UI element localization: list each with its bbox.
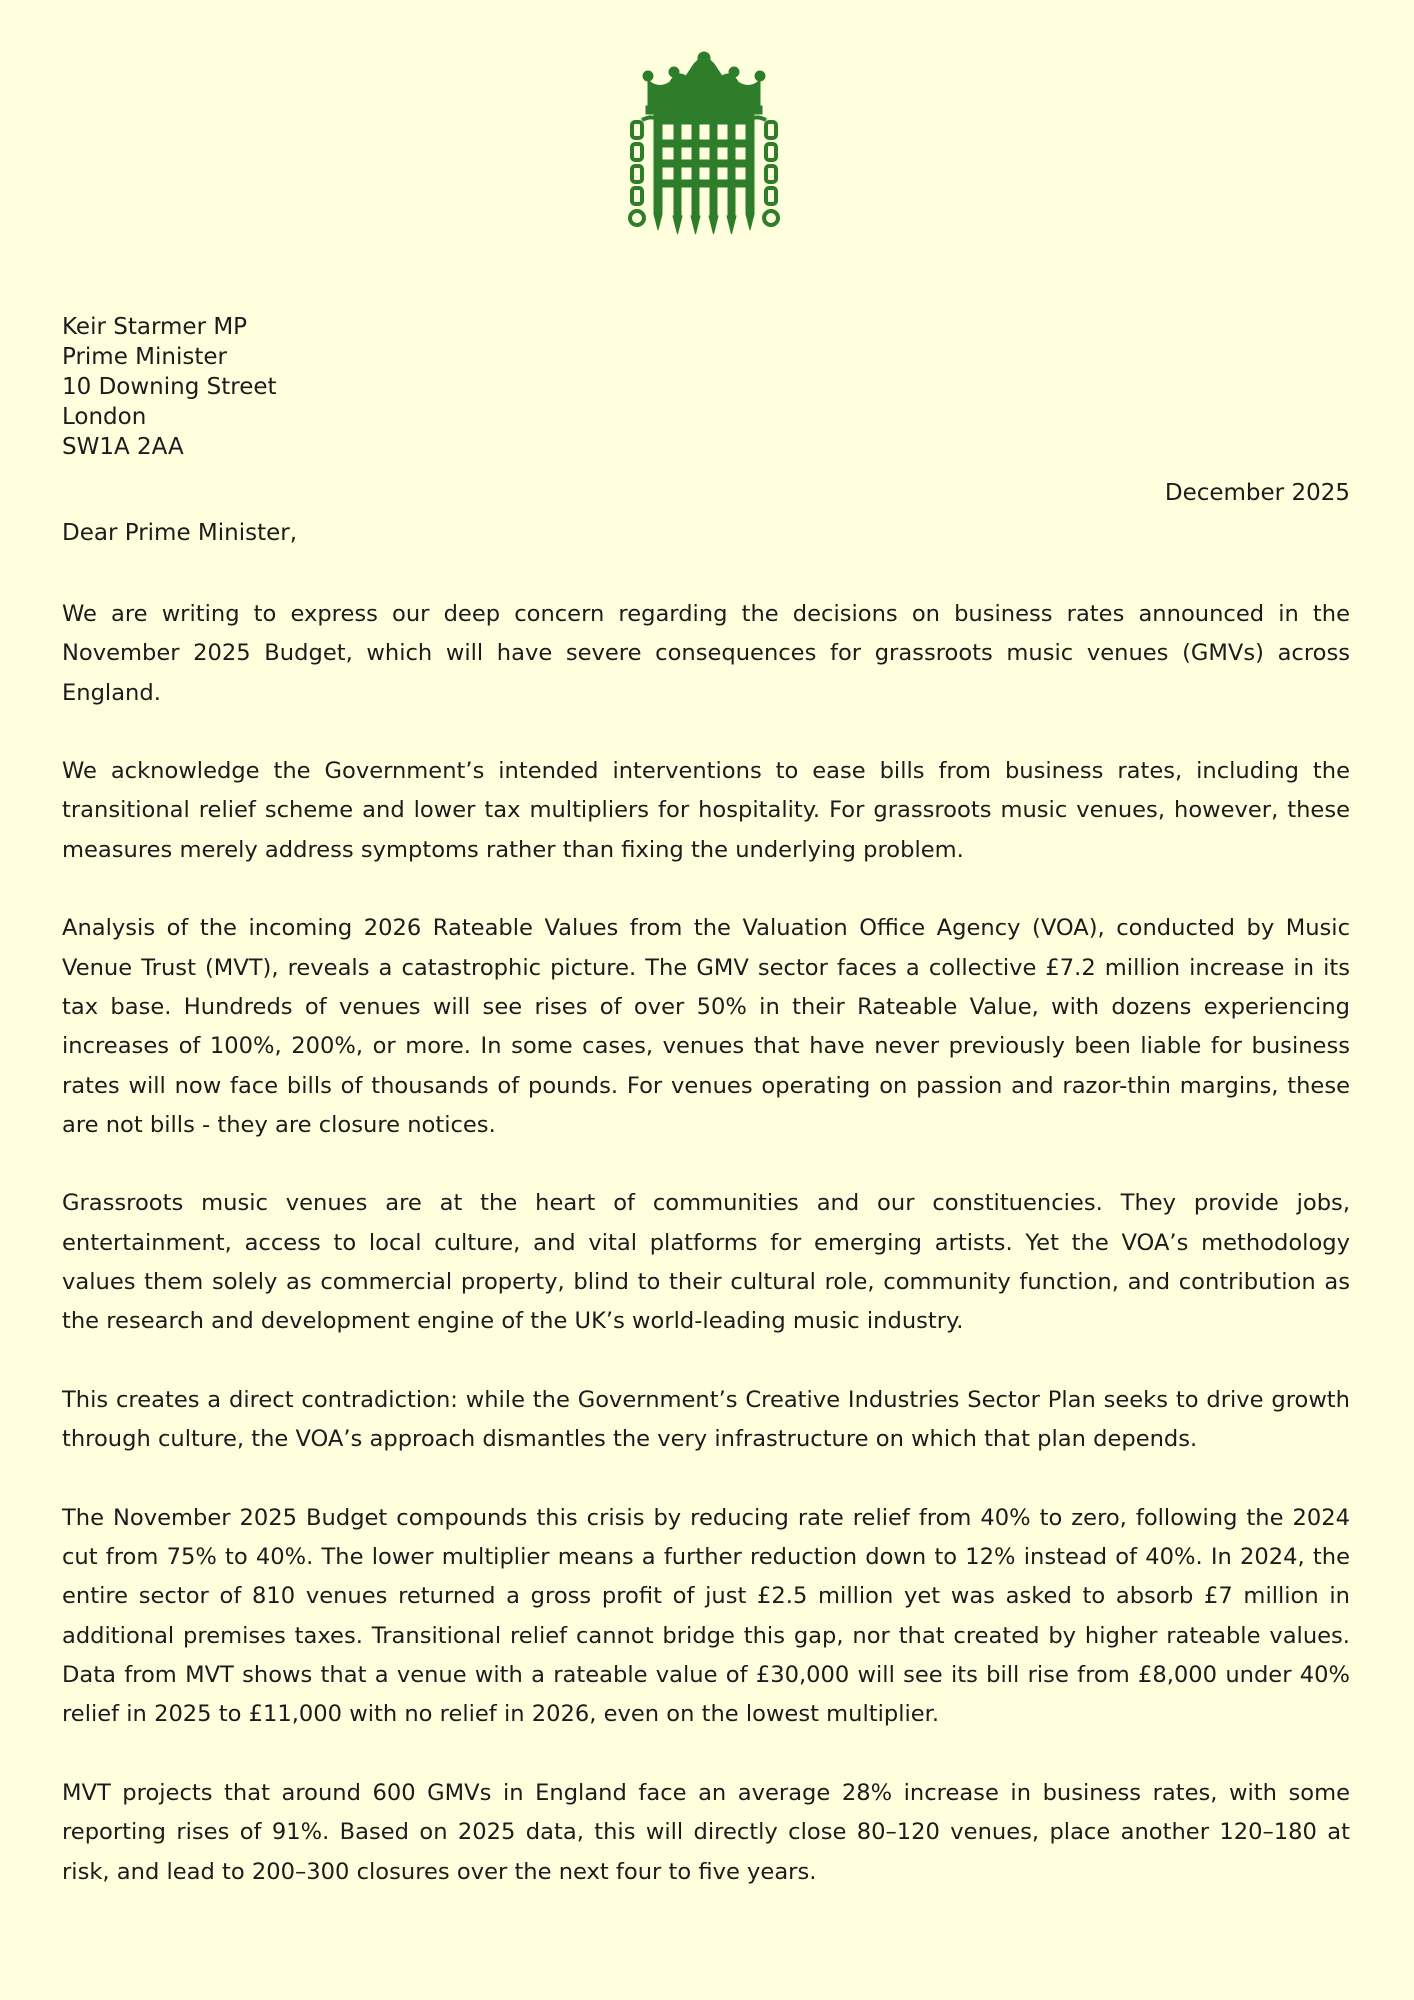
salutation: Dear Prime Minister,: [62, 520, 298, 546]
recipient-city: London: [62, 404, 147, 430]
body-paragraph: This creates a direct contradiction: while the Government’s Creative Industries Sector Plan seeks to drive growth through culture, the VOA’s approach dismantles the very infrastructure on which that plan depends.: [62, 1386, 1350, 1453]
recipient-name: Keir Starmer MP: [62, 314, 248, 340]
recipient-postcode: SW1A 2AA: [62, 434, 184, 460]
letter-body: [62, 595, 1350, 1931]
recipient-address: [62, 312, 277, 462]
recipient-street: 10 Downing Street: [62, 374, 277, 400]
body-paragraph: We are writing to express our deep concern regarding the decisions on business rates announced in the November 2025 Budget, which will have severe consequences for grassroots music venues (GMVs) across England.: [62, 601, 1350, 706]
body-paragraph: We acknowledge the Government’s intended interventions to ease bills from business rates, including the transitional relief scheme and lower tax multipliers for hospitality. For grassroots music venues, however, these measures merely address symptoms rather than fixing the underlying problem.: [62, 758, 1350, 863]
body-paragraph: Analysis of the incoming 2026 Rateable Values from the Valuation Office Agency (VOA), conducted by Music Venue Trust (MVT), reveals a catastrophic picture. The GMV sector faces a collective £7.2 million increase in its tax base. Hundreds of venues will see rises of over 50% in their Rateable Value, with dozens experiencing increases of 100%, 200%, or more. In some cases, venues that have never previously been liable for business rates will now face bills of thousands of pounds. For venues operating on passion and razor-thin margins, these are not bills - they are closure notices.: [62, 915, 1350, 1138]
portcullis-crest-icon: [628, 50, 780, 238]
body-paragraph: Grassroots music venues are at the heart of communities and our constituencies. They provide jobs, entertainment, access to local culture, and vital platforms for emerging artists. Yet the VOA’s methodology values them solely as commercial property, blind to their cultural role, community function, and contribution as the research and development engine of the UK’s world-leading music industry.: [62, 1190, 1350, 1335]
recipient-title: Prime Minister: [62, 344, 227, 370]
letter-date: December 2025: [1164, 480, 1350, 506]
body-paragraph: The November 2025 Budget compounds this crisis by reducing rate relief from 40% to zero, following the 2024 cut from 75% to 40%. The lower multiplier means a further reduction down to 12% instead of 40%. In 2024, the entire sector of 810 venues returned a gross profit of just £2.5 million yet was asked to absorb £7 million in additional premises taxes. Transitional relief cannot bridge this gap, nor that created by higher rateable values. Data from MVT shows that a venue with a rateable value of £30,000 will see its bill rise from £8,000 under 40% relief in 2025 to £11,000 with no relief in 2026, even on the lowest multiplier.: [62, 1504, 1350, 1728]
body-paragraph: MVT projects that around 600 GMVs in England face an average 28% increase in business rates, with some reporting rises of 91%. Based on 2025 data, this will directly close 80–120 venues, place another 120–180 at risk, and lead to 200–300 closures over the next four to five years.: [62, 1779, 1350, 1885]
